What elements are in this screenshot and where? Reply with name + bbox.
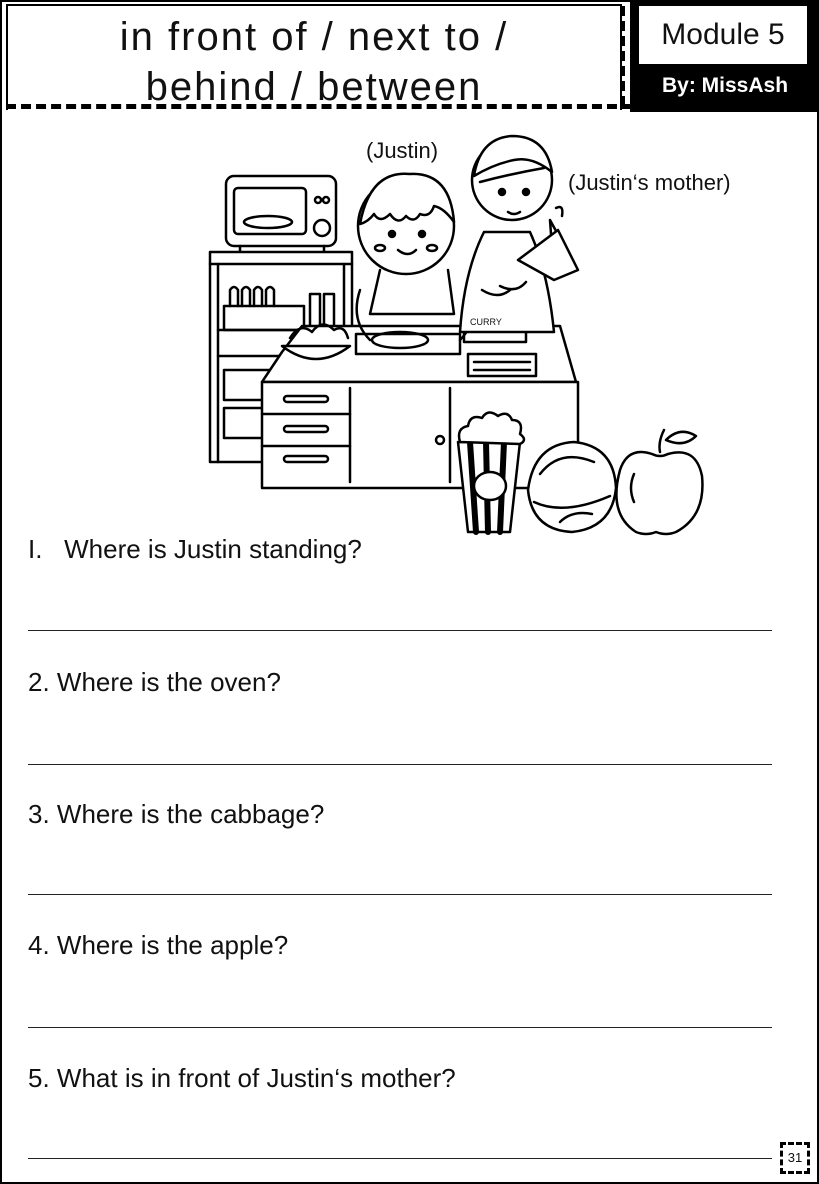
answer-line-1[interactable] — [28, 630, 772, 631]
header-vertical-divider — [620, 6, 625, 106]
question-4-text: Where is the apple? — [56, 930, 289, 960]
answer-line-4[interactable] — [28, 1027, 772, 1028]
question-1-text: Where is Justin standing? — [64, 534, 362, 564]
answer-line-3[interactable] — [28, 894, 772, 895]
curry-box-label: CURRY — [470, 317, 502, 327]
cabbage-icon — [528, 442, 616, 532]
microwave-icon — [226, 176, 336, 252]
page-title-line-2: behind / between — [145, 65, 483, 109]
question-5-number: 5. — [28, 1063, 50, 1093]
kitchen-illustration — [200, 130, 780, 540]
question-2-number: 2. — [28, 667, 50, 697]
question-2 — [28, 667, 281, 698]
question-5 — [28, 1063, 456, 1094]
question-4-number: 4. — [28, 930, 50, 960]
label-justins-mother: (Justin‘s mother) — [568, 170, 731, 195]
question-2-text: Where is the oven? — [56, 667, 281, 697]
kitchen-counter-icon — [262, 312, 578, 488]
page-number: 31 — [780, 1142, 810, 1174]
popcorn-icon — [458, 412, 524, 532]
question-5-text: What is in front of Justin‘s mother? — [56, 1063, 456, 1093]
woman-icon — [460, 136, 578, 332]
page-title-line-1: in front of / next to / — [119, 15, 509, 59]
header-divider — [6, 104, 632, 109]
question-3-number: 3. — [28, 799, 50, 829]
question-3-text: Where is the cabbage? — [56, 799, 325, 829]
answer-line-2[interactable] — [28, 764, 772, 765]
question-3 — [28, 799, 324, 830]
boy-icon — [357, 174, 474, 340]
question-4 — [28, 930, 288, 961]
question-1 — [28, 534, 362, 565]
author-byline: By: MissAsh — [661, 74, 789, 97]
question-1-number: I. — [28, 534, 43, 564]
title-box — [6, 4, 622, 110]
apple-icon — [616, 430, 702, 534]
module-label: Module 5 — [638, 5, 808, 65]
label-justin: (Justin) — [366, 138, 439, 163]
answer-line-5[interactable] — [28, 1158, 772, 1159]
